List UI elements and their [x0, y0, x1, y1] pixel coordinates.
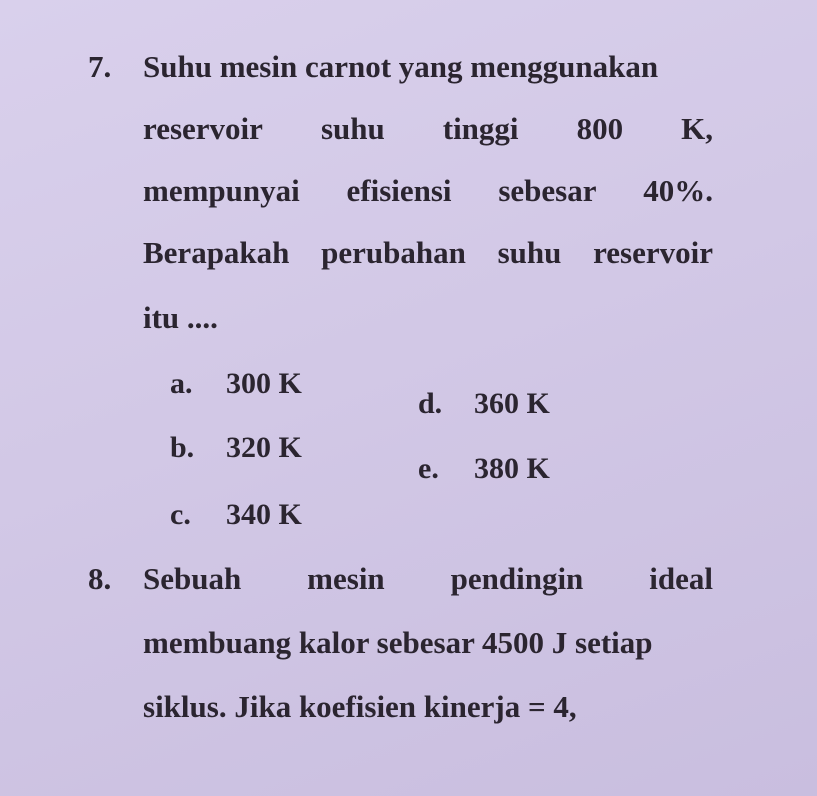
option-d — [418, 389, 550, 419]
question-8-line-3: siklus. Jika koefisien kinerja = 4, — [143, 689, 577, 724]
word: tinggi — [442, 111, 519, 146]
word: pendingin — [450, 561, 584, 596]
option-c — [170, 500, 302, 530]
word: mesin — [307, 561, 385, 596]
question-7-number: 7. — [88, 49, 112, 84]
option-c-text: 340 K — [226, 498, 302, 531]
word: ideal — [649, 561, 713, 596]
option-b-text: 320 K — [226, 431, 302, 464]
question-8-number: 8. — [88, 561, 112, 596]
question-8-line-1 — [143, 563, 713, 594]
word: efisiensi — [346, 173, 452, 208]
option-b — [170, 433, 302, 463]
question-8-line-2: membuang kalor sebesar 4500 J setiap — [143, 625, 653, 660]
option-a-letter: a. — [170, 367, 193, 400]
question-7-line-1: Suhu mesin carnot yang menggunakan — [143, 49, 659, 84]
word: perubahan — [321, 235, 466, 270]
question-7-line-4 — [143, 237, 713, 268]
word: reservoir — [143, 111, 263, 146]
word: sebesar — [498, 173, 597, 208]
option-a — [170, 369, 302, 399]
question-7-line-2 — [143, 113, 713, 144]
option-d-letter: d. — [418, 387, 443, 420]
word: reservoir — [593, 235, 713, 270]
word: mempunyai — [143, 173, 300, 208]
option-e-text: 380 K — [474, 452, 550, 485]
question-7-line-3 — [143, 175, 713, 206]
option-e — [418, 454, 550, 484]
word: Sebuah — [143, 561, 242, 596]
question-7-line-5: itu .... — [143, 300, 218, 335]
option-e-letter: e. — [418, 452, 439, 485]
option-a-text: 300 K — [226, 367, 302, 400]
word: 40%. — [643, 173, 713, 208]
word: suhu — [320, 111, 385, 146]
word: 800 — [576, 111, 624, 146]
option-b-letter: b. — [170, 431, 195, 464]
word: K, — [681, 111, 713, 146]
option-d-text: 360 K — [474, 387, 550, 420]
word: Berapakah — [143, 235, 290, 270]
option-c-letter: c. — [170, 498, 191, 531]
word: suhu — [497, 235, 562, 270]
